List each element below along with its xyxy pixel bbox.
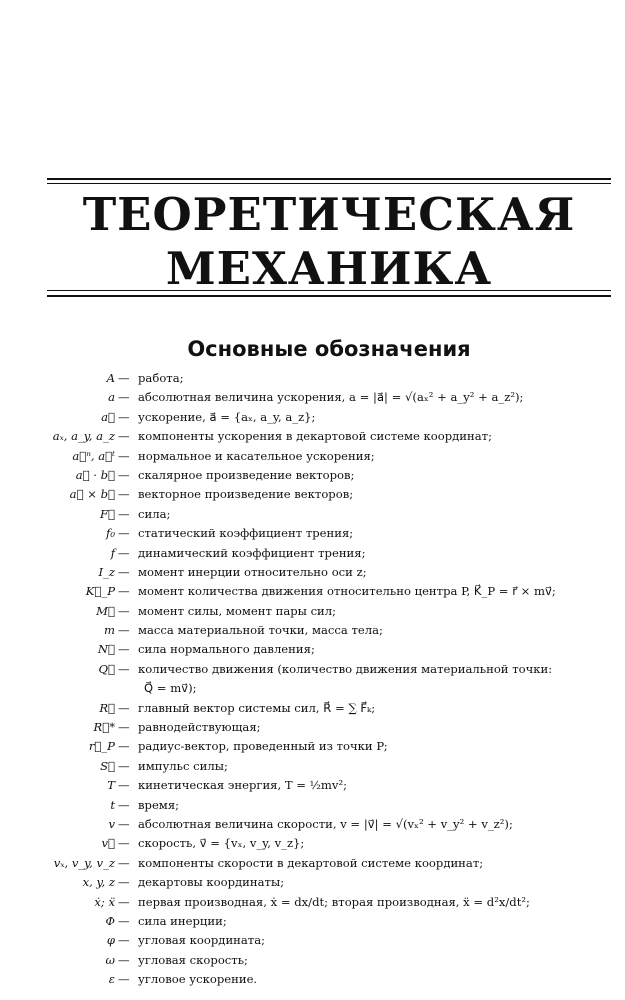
- notation-description: угловая скорость;: [138, 952, 248, 967]
- notation-description: ускорение, a⃗ = {aₓ, a_y, a_z};: [138, 409, 316, 424]
- notation-dash: —: [118, 429, 130, 444]
- notation-dash: —: [118, 487, 130, 502]
- notation-symbol: Φ: [105, 913, 115, 928]
- notation-description: скалярное произведение векторов;: [138, 467, 355, 482]
- notation-description: момент инерции относительно оси z;: [138, 564, 367, 579]
- notation-description: количество движения (количество движения материальной точки:: [138, 661, 553, 676]
- notation-symbol: a⃗ⁿ, a⃗ᵗ: [72, 448, 115, 463]
- notation-dash: —: [118, 972, 130, 987]
- notation-description: Q⃗ = mv⃗);: [144, 681, 197, 696]
- notation-symbol: R⃗*: [93, 720, 115, 735]
- notation-description: сила инерции;: [138, 913, 227, 928]
- notation-row: [0, 427, 625, 446]
- notation-symbol: R⃗: [99, 700, 115, 715]
- notation-description: момент количества движения относительно центра P, K⃗_P = r⃗ × mv⃗;: [138, 584, 556, 599]
- notation-dash: —: [118, 933, 130, 948]
- notation-dash: —: [118, 390, 130, 405]
- notation-description: нормальное и касательное ускорения;: [138, 448, 375, 463]
- notation-row: [0, 893, 625, 912]
- notation-description: компоненты скорости в декартовой системе координат;: [138, 855, 484, 870]
- notation-row: [0, 660, 625, 679]
- notation-description: угловое ускорение.: [138, 972, 258, 987]
- notation-symbol: f: [110, 545, 115, 560]
- notation-description: абсолютная величина скорости, v = |v⃗| = √(vₓ² + v_y² + v_z²);: [138, 816, 513, 831]
- notation-row: [0, 854, 625, 873]
- notation-dash: —: [118, 623, 130, 638]
- notation-symbol: vₓ, v_y, v_z: [53, 855, 115, 870]
- notation-dash: —: [118, 894, 130, 909]
- notation-row: [0, 621, 625, 640]
- notation-row: [0, 970, 625, 989]
- notation-row: [0, 718, 625, 737]
- notation-dash: —: [118, 952, 130, 967]
- notation-symbol: f₀: [106, 526, 115, 541]
- notation-symbol: t: [110, 797, 115, 812]
- notation-dash: —: [118, 467, 130, 482]
- notation-row: [0, 834, 625, 853]
- notation-dash: —: [118, 855, 130, 870]
- notation-row: [0, 757, 625, 776]
- notation-description: работа;: [138, 371, 184, 385]
- notation-description: сила;: [138, 506, 171, 521]
- top-rule-thick: [47, 178, 611, 180]
- notation-dash: —: [118, 875, 130, 890]
- notation-row: [0, 796, 625, 815]
- notation-dash: —: [118, 661, 130, 676]
- notation-dash: —: [118, 371, 130, 385]
- notation-dash: —: [118, 700, 130, 715]
- notation-row: [0, 873, 625, 892]
- notation-row: [0, 447, 625, 466]
- notation-description: первая производная, ẋ = dx/dt; вторая производная, ẍ = d²x/dt²;: [138, 894, 530, 909]
- notation-description: равнодействующая;: [138, 720, 261, 735]
- notation-description: радиус-вектор, проведенный из точки P;: [138, 739, 388, 754]
- notation-row: [0, 388, 625, 407]
- notation-symbol: aₓ, a_y, a_z: [52, 429, 115, 444]
- notation-symbol: a: [108, 390, 115, 405]
- notation-symbol: I_z: [98, 564, 115, 579]
- notation-description: сила нормального давления;: [138, 642, 315, 657]
- chapter-title-line2: МЕХАНИКА: [165, 242, 493, 295]
- notation-symbol: N⃗: [97, 642, 115, 657]
- notation-symbol: A: [106, 371, 115, 385]
- notation-row: [0, 582, 625, 601]
- notation-symbol: x, y, z: [82, 875, 115, 890]
- notation-dash: —: [118, 642, 130, 657]
- notation-description: время;: [138, 797, 180, 812]
- notation-description: абсолютная величина ускорения, a = |a⃗| = √(aₓ² + a_y² + a_z²);: [138, 390, 524, 405]
- notation-symbol: S⃗: [100, 758, 115, 773]
- notation-dash: —: [118, 797, 130, 812]
- notation-description: статический коэффициент трения;: [138, 526, 354, 541]
- notation-row: [0, 776, 625, 795]
- notation-dash: —: [118, 603, 130, 618]
- notation-description: компоненты ускорения в декартовой системе координат;: [138, 429, 492, 444]
- chapter-title-line1: ТЕОРЕТИЧЕСКАЯ: [82, 188, 576, 241]
- notation-dash: —: [118, 836, 130, 851]
- notation-description: масса материальной точки, масса тела;: [138, 623, 383, 638]
- section-title: Основные обозначения: [187, 337, 471, 361]
- notation-row: [0, 505, 625, 524]
- notation-description: угловая координата;: [138, 933, 266, 948]
- notation-row: [0, 408, 625, 427]
- notation-row: [0, 737, 625, 756]
- notation-row: [0, 485, 625, 504]
- notation-description: импульс силы;: [138, 758, 228, 773]
- notation-symbol: Q⃗: [98, 661, 115, 676]
- notation-dash: —: [118, 720, 130, 735]
- notation-dash: —: [118, 778, 130, 793]
- notation-symbol: m: [104, 623, 115, 638]
- notation-dash: —: [118, 758, 130, 773]
- notation-row: [0, 640, 625, 659]
- notation-symbol: a⃗: [101, 409, 115, 424]
- notation-description: скорость, v⃗ = {vₓ, v_y, v_z};: [138, 836, 305, 851]
- notation-symbol: v⃗: [101, 836, 115, 851]
- notation-row: [0, 369, 625, 388]
- notation-list: [0, 369, 625, 990]
- notation-description: декартовы координаты;: [138, 875, 285, 890]
- notation-dash: —: [118, 739, 130, 754]
- notation-dash: —: [118, 913, 130, 928]
- notation-dash: —: [118, 448, 130, 463]
- notation-dash: —: [118, 584, 130, 599]
- chapter-title: [47, 188, 611, 296]
- notation-symbol: T: [107, 778, 115, 793]
- notation-description: динамический коэффициент трения;: [138, 545, 366, 560]
- notation-dash: —: [118, 816, 130, 831]
- notation-description: векторное произведение векторов;: [138, 487, 354, 502]
- notation-row: [0, 815, 625, 834]
- top-rule-thin: [47, 183, 611, 184]
- notation-dash: —: [118, 526, 130, 541]
- notation-symbol: v: [108, 816, 115, 831]
- notation-description: кинетическая энергия, T = ½mv²;: [138, 778, 348, 793]
- bottom-rule-thick: [47, 295, 611, 297]
- notation-symbol: r⃗_P: [88, 739, 115, 754]
- notation-symbol: a⃗ × b⃗: [69, 487, 115, 502]
- notation-row: [0, 544, 625, 563]
- notation-description: главный вектор системы сил, R⃗ = ∑ F⃗ₖ;: [138, 700, 376, 715]
- notation-symbol: K⃗_P: [85, 584, 115, 599]
- notation-dash: —: [118, 545, 130, 560]
- notation-symbol: ẋ; ẍ: [94, 894, 115, 909]
- notation-row: [0, 912, 625, 931]
- notation-symbol: φ: [106, 933, 115, 948]
- notation-row: [0, 679, 625, 698]
- notation-dash: —: [118, 409, 130, 424]
- notation-dash: —: [118, 564, 130, 579]
- notation-row: [0, 563, 625, 582]
- notation-row: [0, 931, 625, 950]
- notation-row: [0, 699, 625, 718]
- notation-symbol: M⃗: [96, 603, 115, 618]
- notation-row: [0, 466, 625, 485]
- notation-symbol: ω: [105, 952, 115, 967]
- notation-dash: —: [118, 506, 130, 521]
- notation-row: [0, 951, 625, 970]
- notation-symbol: F⃗: [99, 506, 115, 521]
- notation-symbol: a⃗ · b⃗: [75, 467, 115, 482]
- bottom-rule-thin: [47, 290, 611, 291]
- notation-description: момент силы, момент пары сил;: [138, 603, 337, 618]
- notation-symbol: ε: [108, 972, 115, 987]
- notation-row: [0, 602, 625, 621]
- notation-row: [0, 524, 625, 543]
